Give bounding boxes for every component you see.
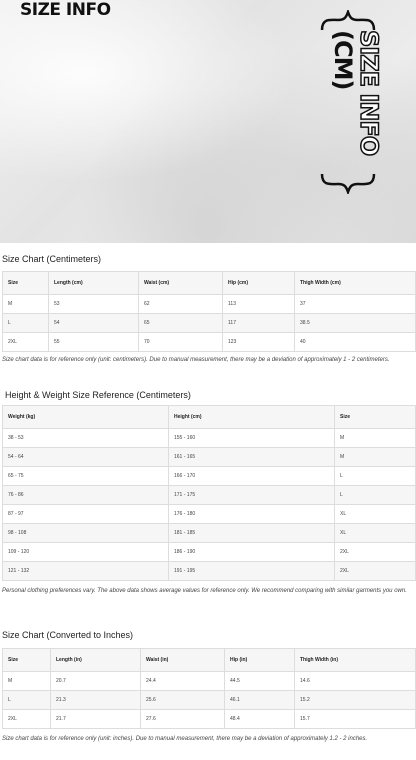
size-chart-cm-title: Size Chart (Centimeters) — [2, 254, 102, 264]
bottom-brace-icon — [318, 172, 378, 194]
table-cell: 87 - 97 — [3, 505, 169, 524]
table-row — [3, 295, 416, 314]
table-cell: 54 — [49, 314, 139, 333]
header-cell: Waist (in) — [141, 649, 225, 672]
table-row — [3, 467, 416, 486]
table-cell: 65 - 75 — [3, 467, 169, 486]
table-cell: 123 — [223, 333, 295, 352]
table-header-row — [3, 272, 416, 295]
table-cell: 171 - 175 — [169, 486, 335, 505]
table-cell: 21.7 — [51, 710, 141, 729]
table-cell: 54 - 64 — [3, 448, 169, 467]
table-cell: 166 - 170 — [169, 467, 335, 486]
table-cell: 155 - 160 — [169, 429, 335, 448]
table-row — [3, 448, 416, 467]
table-cell: L — [335, 486, 416, 505]
table-cell: 161 - 165 — [169, 448, 335, 467]
header-cell: Hip (in) — [225, 649, 295, 672]
vertical-size-info-badge — [318, 10, 383, 190]
table-cell: 40 — [295, 333, 416, 352]
header-cell: Weight (kg) — [3, 406, 169, 429]
table-cell: 191 - 195 — [169, 562, 335, 581]
header-cell: Thigh Width (cm) — [295, 272, 416, 295]
table-header-row — [3, 406, 416, 429]
table-cell: 109 - 120 — [3, 543, 169, 562]
table-cell: 14.6 — [295, 672, 416, 691]
table-cell: 15.7 — [295, 710, 416, 729]
table-cell: 48.4 — [225, 710, 295, 729]
table-cell: 176 - 180 — [169, 505, 335, 524]
table-cell: M — [335, 448, 416, 467]
table-cell: 20.7 — [51, 672, 141, 691]
table-row — [3, 314, 416, 333]
size-chart-cm-table — [2, 271, 416, 352]
table-cell: 24.4 — [141, 672, 225, 691]
table-cell: 2XL — [335, 543, 416, 562]
table-cell: 117 — [223, 314, 295, 333]
table-cell: 186 - 190 — [169, 543, 335, 562]
table-row — [3, 562, 416, 581]
table-cell: 53 — [49, 295, 139, 314]
vertical-title-line1: SIZE INFO — [355, 30, 383, 156]
table-row — [3, 505, 416, 524]
table-cell: 2XL — [335, 562, 416, 581]
table-cell: 55 — [49, 333, 139, 352]
table-row — [3, 486, 416, 505]
size-chart-in-table — [2, 648, 416, 729]
table-cell: 37 — [295, 295, 416, 314]
table-cell: 27.6 — [141, 710, 225, 729]
hero-title: SIZE INFO — [20, 0, 111, 20]
table-cell: L — [3, 314, 49, 333]
table-cell: 2XL — [3, 333, 49, 352]
height-weight-note: Personal clothing preferences vary. The above data shows average values for reference only. We recommend comparing with similar garments you own. — [2, 588, 407, 594]
hero-banner — [0, 0, 416, 243]
table-cell: XL — [335, 505, 416, 524]
size-chart-cm-note: Size chart data is for reference only (unit: centimeters). Due to manual measurement, there may be a deviation of approximately 1 - 2 centimeters. — [2, 357, 390, 363]
size-chart-in-note: Size chart data is for reference only (unit: inches). Due to manual measurement, there may be a deviation of approximately 1.2 - 2 inches. — [2, 736, 368, 742]
header-cell: Length (in) — [51, 649, 141, 672]
table-cell: 46.1 — [225, 691, 295, 710]
table-row — [3, 524, 416, 543]
table-row — [3, 710, 416, 729]
header-cell: Size — [3, 649, 51, 672]
table-cell: 62 — [139, 295, 223, 314]
table-cell: 98 - 108 — [3, 524, 169, 543]
table-cell: 76 - 86 — [3, 486, 169, 505]
header-cell: Size — [3, 272, 49, 295]
header-cell: Size — [335, 406, 416, 429]
size-chart-in-title: Size Chart (Converted to Inches) — [2, 630, 134, 640]
header-cell: Height (cm) — [169, 406, 335, 429]
table-cell: 44.5 — [225, 672, 295, 691]
table-cell: 2XL — [3, 710, 51, 729]
table-cell: 15.2 — [295, 691, 416, 710]
table-cell: L — [3, 691, 51, 710]
table-row — [3, 672, 416, 691]
table-cell: M — [335, 429, 416, 448]
table-cell: 21.3 — [51, 691, 141, 710]
table-cell: 65 — [139, 314, 223, 333]
header-cell: Thigh Width (in) — [295, 649, 416, 672]
table-row — [3, 543, 416, 562]
table-row — [3, 429, 416, 448]
height-weight-title: Height & Weight Size Reference (Centimeters) — [5, 390, 191, 400]
top-brace-icon — [318, 10, 378, 32]
table-cell: 113 — [223, 295, 295, 314]
table-row — [3, 691, 416, 710]
header-cell: Waist (cm) — [139, 272, 223, 295]
table-cell: 70 — [139, 333, 223, 352]
table-cell: 38.5 — [295, 314, 416, 333]
table-header-row — [3, 649, 416, 672]
header-cell: Length (cm) — [49, 272, 139, 295]
vertical-title — [322, 30, 382, 180]
vertical-title-line2: (CM) — [329, 30, 357, 90]
table-cell: 38 - 53 — [3, 429, 169, 448]
table-cell: XL — [335, 524, 416, 543]
table-cell: L — [335, 467, 416, 486]
table-cell: 181 - 185 — [169, 524, 335, 543]
header-cell: Hip (cm) — [223, 272, 295, 295]
table-row — [3, 333, 416, 352]
height-weight-table — [2, 405, 416, 581]
table-cell: 25.6 — [141, 691, 225, 710]
table-cell: M — [3, 295, 49, 314]
table-cell: 121 - 132 — [3, 562, 169, 581]
table-cell: M — [3, 672, 51, 691]
